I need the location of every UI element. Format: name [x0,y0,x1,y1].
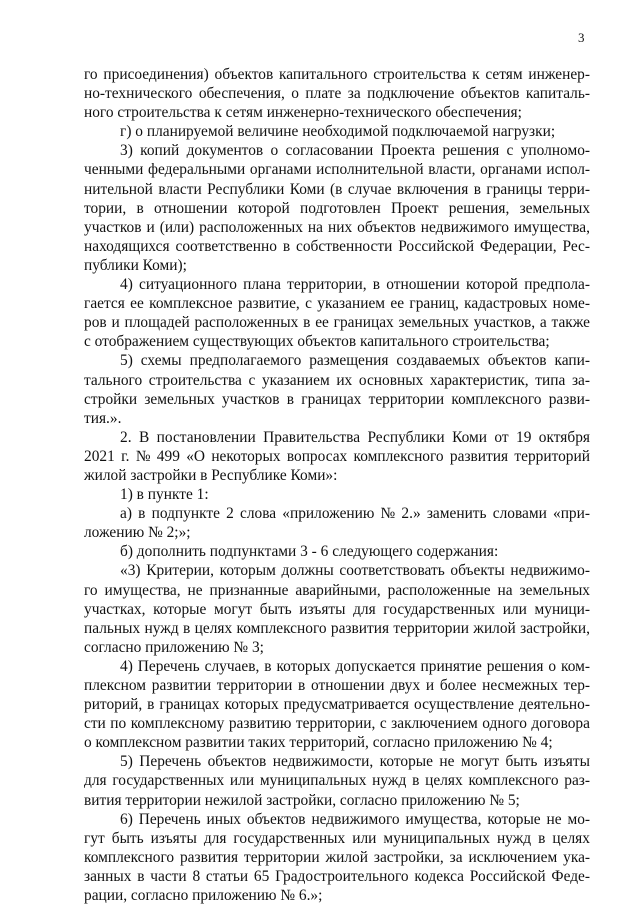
text-line: о комплексном развитии таких территорий, согласно приложению № 4; [84,734,553,752]
text-line: занных в части 8 статьи 65 Градостроительного кодекса Российской Феде- [84,867,590,885]
text-line: вития территории нежилой застройки, согласно приложению № 5; [84,791,520,809]
text-line: тального строительства с указанием их основных характеристик, типа за- [84,371,590,389]
paragraph-first-line: 5) схемы предполагаемого размещения создаваемых объектов капи- [120,352,590,370]
page-number: 3 [578,30,585,45]
text-line: пальных нужд в целях комплексного развития территории жилой застройки, [84,619,590,637]
paragraph-first-line: 2. В постановлении Правительства Республики Коми от 19 октября [120,428,590,446]
document-body [84,65,590,905]
text-line: гается ее комплексное развитие, с указанием ее границ, кадастровых номе- [84,295,591,313]
text-line: находящихся соответственно в собственности Российской Федерации, Рес- [84,237,590,255]
text-line: стройки земельных участков в границах территории комплексного разви- [84,390,590,408]
text-line: сти по комплексному развитию территории, с заключением одного договора [84,715,590,733]
text-line: но-технического обеспечения, о плате за подключение объектов капиталь- [84,85,590,103]
text-line: плексном развитии территории в отношении двух и более несмежных тер- [84,677,591,694]
text-line: ченными федеральными органами исполнительной власти, органами испол- [84,161,591,179]
text-line: нительной власти Республики Коми (в случае включения в границы терри- [84,180,591,198]
text-line: жилой застройки в Республике Коми»: [84,466,338,484]
paragraph-first-line: 1) в пункте 1: [120,486,209,504]
paragraph-first-line: 3) копий документов о согласовании Проекта решения с уполномо- [120,142,591,160]
text-line: ров и площадей расположенных в ее границах земельных участков, а также [84,314,591,332]
paragraph-first-line: 4) Перечень случаев, в которых допускается принятие решения о ком- [120,657,591,675]
paragraph-first-line: «3) Критерии, которым должны соответствовать объекты недвижимо- [120,562,590,580]
text-line: тия.». [84,409,122,427]
paragraph-first-line: г) о планируемой величине необходимой подключаемой нагрузки; [120,123,556,141]
text-line: участков и (или) расположенных на них объектов недвижимого имущества, [84,218,590,236]
text-line: для государственных или муниципальных нужд в целях комплексного раз- [84,772,591,790]
text-line: 2021 г. № 499 «О некоторых вопросах комплексного развития территорий [84,447,590,465]
text-line: рации, согласно приложению № 6.»; [84,887,323,905]
text-line: с отображением существующих объектов капитального строительства; [84,333,550,351]
text-line: публики Коми); [84,256,187,274]
text-line: согласно приложению № 3; [84,638,264,656]
text-line: участках, которые могут быть изъяты для государственных или муници- [84,600,591,618]
paragraph-first-line: 4) ситуационного плана территории, в отношении которой предпола- [120,276,590,294]
paragraph-first-line: 5) Перечень объектов недвижимости, которые не могут быть изъяты [120,753,590,771]
text-line: тории, в отношении которой подготовлен Проект решения, земельных [84,199,591,217]
paragraph-first-line: 6) Перечень иных объектов недвижимого имущества, которые не мо- [120,810,591,828]
text-line: ного строительства к сетям инженерно-технического обеспечения; [84,104,522,122]
text-line: го имущества, не признанные аварийными, расположенные на земельных [84,581,590,599]
text-line: комплексного развития территории жилой застройки, за исключением ука- [84,848,591,866]
text-line: го присоединения) объектов капитального строительства к сетям инженер- [84,66,591,83]
text-line: гут быть изъяты для государственных или муниципальных нужд в целях [84,829,590,847]
text-line: ложению № 2;»; [84,524,191,542]
text-line: риторий, в границах которых предусматривается осуществление деятельно- [84,696,590,714]
paragraph-first-line: б) дополнить подпунктами 3 - 6 следующего содержания: [120,543,499,561]
paragraph-first-line: а) в подпункте 2 слова «приложению № 2.» заменить словами «при- [120,505,590,523]
